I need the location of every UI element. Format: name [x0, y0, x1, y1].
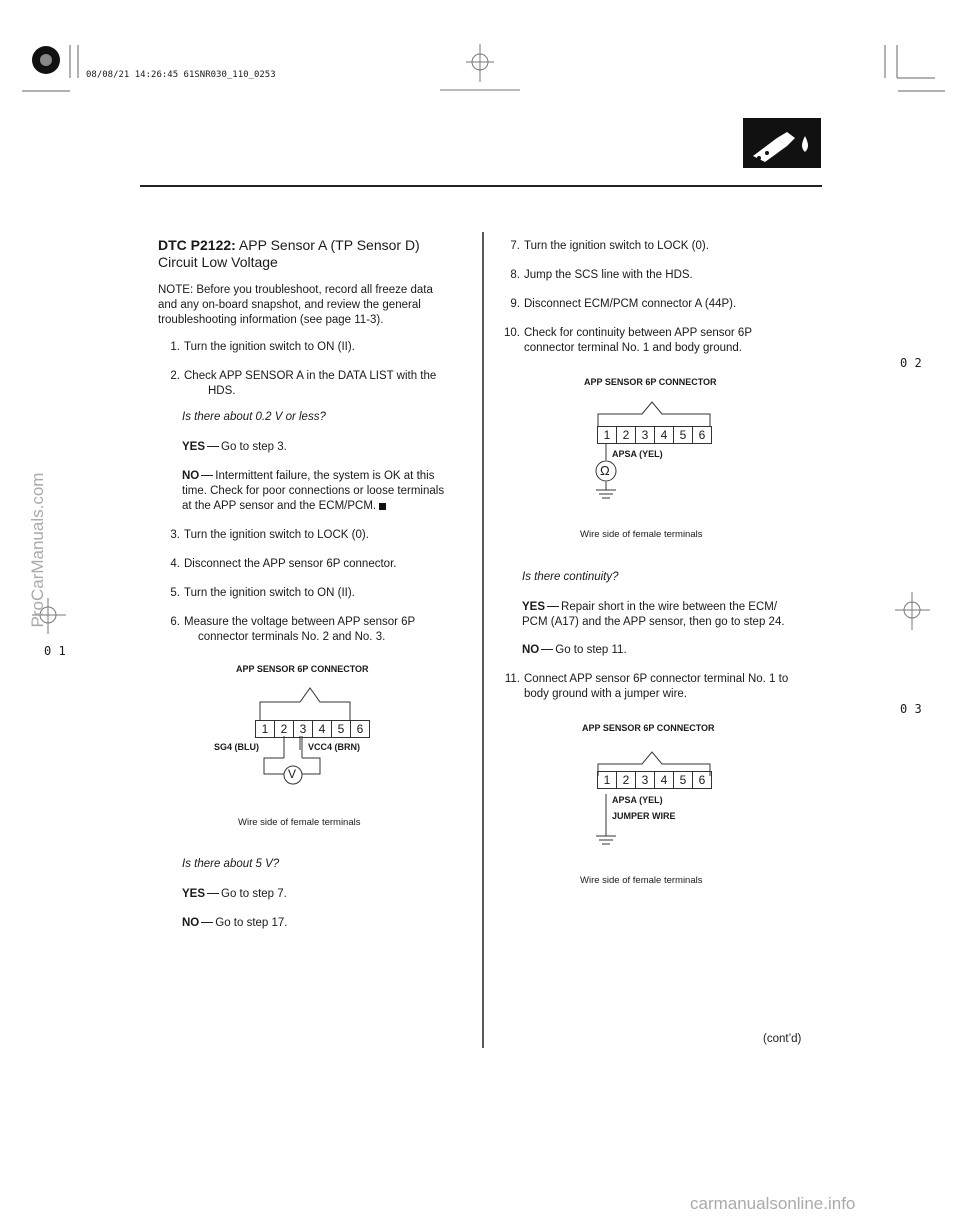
diagram1-left-label: SG4 (BLU) — [214, 742, 259, 752]
continued-note: (cont’d) — [763, 1033, 802, 1045]
pin: 4 — [313, 721, 332, 737]
note-text: NOTE: Before you troubleshoot, record all freeze data and any on-board snapshot, and review the general troubleshooting information (see page 11-3). — [158, 284, 433, 326]
pin: 3 — [636, 772, 655, 788]
step-7: 7. Turn the ignition switch to LOCK (0). — [510, 240, 709, 252]
print-timestamp: 08/08/21 14:26:45 61SNR030_110_0253 — [86, 70, 276, 80]
dtc-name-line2: Circuit Low Voltage — [158, 254, 278, 270]
page-title — [158, 237, 420, 271]
pin: 6 — [356, 722, 364, 736]
pin: 4 — [655, 427, 674, 443]
step-2: 2. Check APP SENSOR A in the DATA LIST with the HDS. — [170, 370, 437, 397]
diagram3-jumper-label: JUMPER WIRE — [612, 811, 676, 821]
no-3: NO Go to step 11. — [522, 644, 627, 656]
pin: 6 — [698, 773, 706, 787]
ohmmeter-icon: Ω — [600, 463, 610, 478]
diagram2-title: APP SENSOR 6P CONNECTOR — [584, 377, 717, 387]
step-1: 1. Turn the ignition switch to ON (II). — [170, 341, 355, 353]
pin: 1 — [598, 772, 617, 788]
margin-mark-01: 0 1 — [44, 644, 66, 658]
pin: 3 — [636, 427, 655, 443]
watermark-bottom: carmanualsonline.info — [690, 1194, 856, 1213]
diagram3-connector-outline — [580, 750, 740, 860]
diagram1-connector — [255, 720, 370, 738]
step-3: 3. Turn the ignition switch to LOCK (0). — [170, 529, 369, 541]
question-1: Is there about 0.2 V or less? — [182, 411, 326, 423]
diagram2-caption: Wire side of female terminals — [580, 529, 703, 540]
yes-1: YES Go to step 3. — [182, 441, 287, 453]
dtc-name: APP Sensor A (TP Sensor D) — [235, 237, 420, 253]
step-10: 10. Check for continuity between APP sensor 6P connector terminal No. 1 and body ground. — [504, 327, 753, 354]
no-2: NO Go to step 17. — [182, 917, 288, 929]
pin: 5 — [332, 721, 351, 737]
voltmeter-icon: V — [288, 767, 297, 781]
question-3: Is there continuity? — [522, 571, 619, 583]
step-11: 11. Connect APP sensor 6P connector terminal No. 1 to body ground with a jumper wire. — [504, 673, 789, 700]
step-6: 6. Measure the voltage between APP sensor 6P connector terminals No. 2 and No. 3. — [170, 616, 416, 643]
pin: 6 — [698, 428, 706, 442]
dtc-code: DTC P2122: — [158, 237, 236, 253]
pin: 2 — [617, 772, 636, 788]
step-9: 9. Disconnect ECM/PCM connector A (44P). — [510, 298, 737, 310]
no-1: NO Intermittent failure, the system is OK at this time. Check for poor connections or loose terminals at the APP sensor and the ECM/PCM. — [182, 470, 445, 512]
pin: 4 — [655, 772, 674, 788]
step-5: 5. Turn the ignition switch to ON (II). — [170, 587, 355, 599]
pin: 3 — [294, 721, 313, 737]
pin: 1 — [598, 427, 617, 443]
step-4: 4. Disconnect the APP sensor 6P connector. — [170, 558, 397, 570]
diagram1-title: APP SENSOR 6P CONNECTOR — [236, 664, 369, 674]
fuel-section-icon — [743, 118, 821, 168]
step-8: 8. Jump the SCS line with the HDS. — [510, 269, 693, 281]
diagram3-caption: Wire side of female terminals — [580, 875, 703, 886]
margin-mark-03: 0 3 — [900, 702, 922, 716]
diagram2-connector — [597, 426, 712, 444]
pin: 5 — [674, 772, 693, 788]
margin-mark-02: 0 2 — [900, 356, 922, 370]
diagram1-right-label: VCC4 (BRN) — [308, 742, 361, 752]
question-2: Is there about 5 V? — [182, 858, 280, 870]
diagram2-wire-label: APSA (YEL) — [612, 449, 663, 459]
diagram1-caption: Wire side of female terminals — [238, 817, 361, 828]
watermark-left: ProCarManuals.com — [28, 472, 47, 628]
diagram3-connector — [597, 771, 712, 789]
diagram3-wire-label: APSA (YEL) — [612, 795, 663, 805]
pin: 5 — [674, 427, 693, 443]
pin: 2 — [617, 427, 636, 443]
pin: 2 — [275, 721, 294, 737]
diagram3-title: APP SENSOR 6P CONNECTOR — [582, 723, 715, 733]
diagram2-connector-outline — [580, 400, 740, 520]
end-square-icon — [379, 503, 386, 510]
pin: 1 — [256, 721, 275, 737]
yes-2: YES Go to step 7. — [182, 888, 287, 900]
yes-3: YES Repair short in the wire between the ECM/ PCM (A17) and the APP sensor, then go to step 24. — [522, 601, 785, 628]
